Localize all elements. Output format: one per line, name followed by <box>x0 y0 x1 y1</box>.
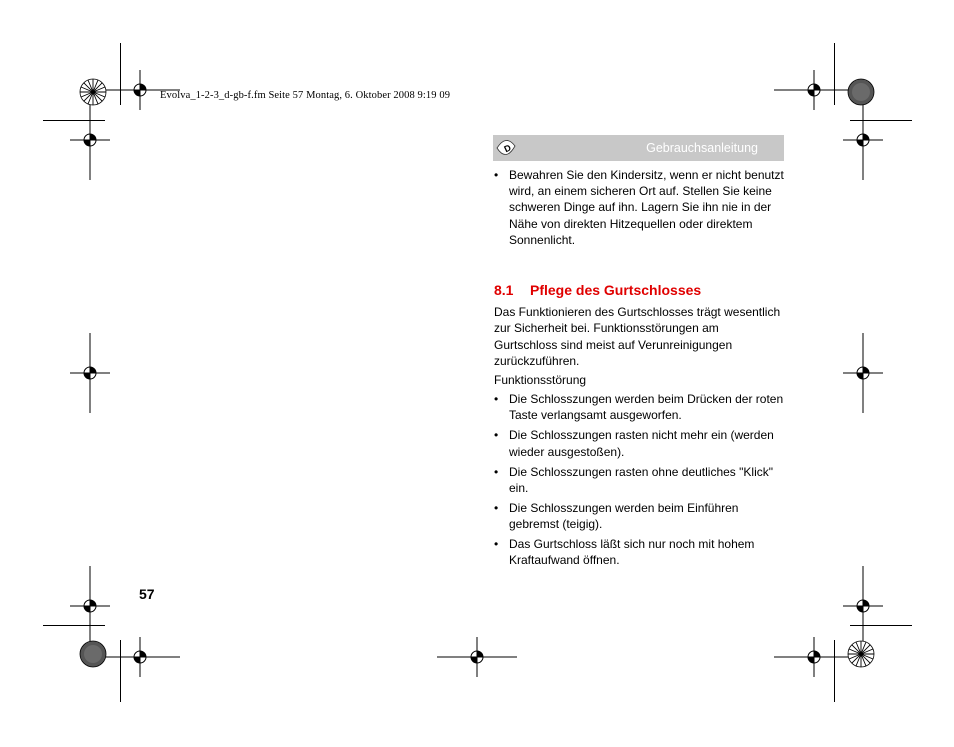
list-item: • Die Schlosszungen werden beim Einführen gebremst (teigig). <box>494 500 784 532</box>
section-title: Pflege des Gurtschlosses <box>530 282 702 299</box>
star-target-icon <box>847 640 875 668</box>
registration-mark-icon <box>437 637 517 677</box>
registration-mark-icon <box>843 100 883 180</box>
registration-mark-icon <box>70 100 110 180</box>
list-item: • Die Schlosszungen werden beim Drücken der roten Taste verlangsamt ausgeworfen. <box>494 391 784 423</box>
language-badge-icon <box>494 136 518 160</box>
page-number: 57 <box>139 586 155 602</box>
section-bar-title: Gebrauchsanleitung <box>646 141 758 155</box>
malfunction-bullet-list <box>494 391 784 568</box>
registration-mark-icon <box>70 566 110 646</box>
list-item: • Bewahren Sie den Kindersitz, wenn er nicht benutzt wird, an einem sicheren Ort auf. Stellen Sie keine schweren Dinge auf ihn. Lagern Sie ihn nie in der Nähe von direkten Hitzequellen oder direktem Sonnenlicht. <box>494 167 784 248</box>
registration-mark-icon <box>774 637 854 677</box>
list-item: • Das Gurtschloss läßt sich nur noch mit hohem Kraftaufwand öffnen. <box>494 536 784 568</box>
file-info-header: Evolva_1-2-3_d-gb-f.fm Seite 57 Montag, 6. Oktober 2008 9:19 09 <box>160 90 451 101</box>
registration-mark-icon <box>774 70 854 110</box>
registration-mark-icon <box>100 637 180 677</box>
subheading: Funktionsstörung <box>494 373 587 388</box>
language-badge-label: D <box>502 142 513 155</box>
registration-mark-icon <box>843 566 883 646</box>
section-heading <box>494 282 784 298</box>
intro-bullet-list <box>494 167 784 248</box>
section-paragraph: Das Funktionieren des Gurtschlosses trägt wesentlich zur Sicherheit bei. Funktionsstörungen am Gurtschloss sind meist auf Verunreinigungen zurückzuführen. <box>494 305 781 368</box>
list-item: • Die Schlosszungen rasten nicht mehr ein (werden wieder ausgestoßen). <box>494 427 784 459</box>
main-content <box>494 167 784 572</box>
density-target-icon <box>847 78 875 106</box>
registration-mark-icon <box>70 333 110 413</box>
section-number: 8.1 <box>494 282 514 299</box>
registration-mark-icon <box>843 333 883 413</box>
star-target-icon <box>79 78 107 106</box>
list-item: • Die Schlosszungen rasten ohne deutliches "Klick" ein. <box>494 464 784 496</box>
section-header-bar <box>493 135 784 161</box>
density-target-icon <box>79 640 107 668</box>
